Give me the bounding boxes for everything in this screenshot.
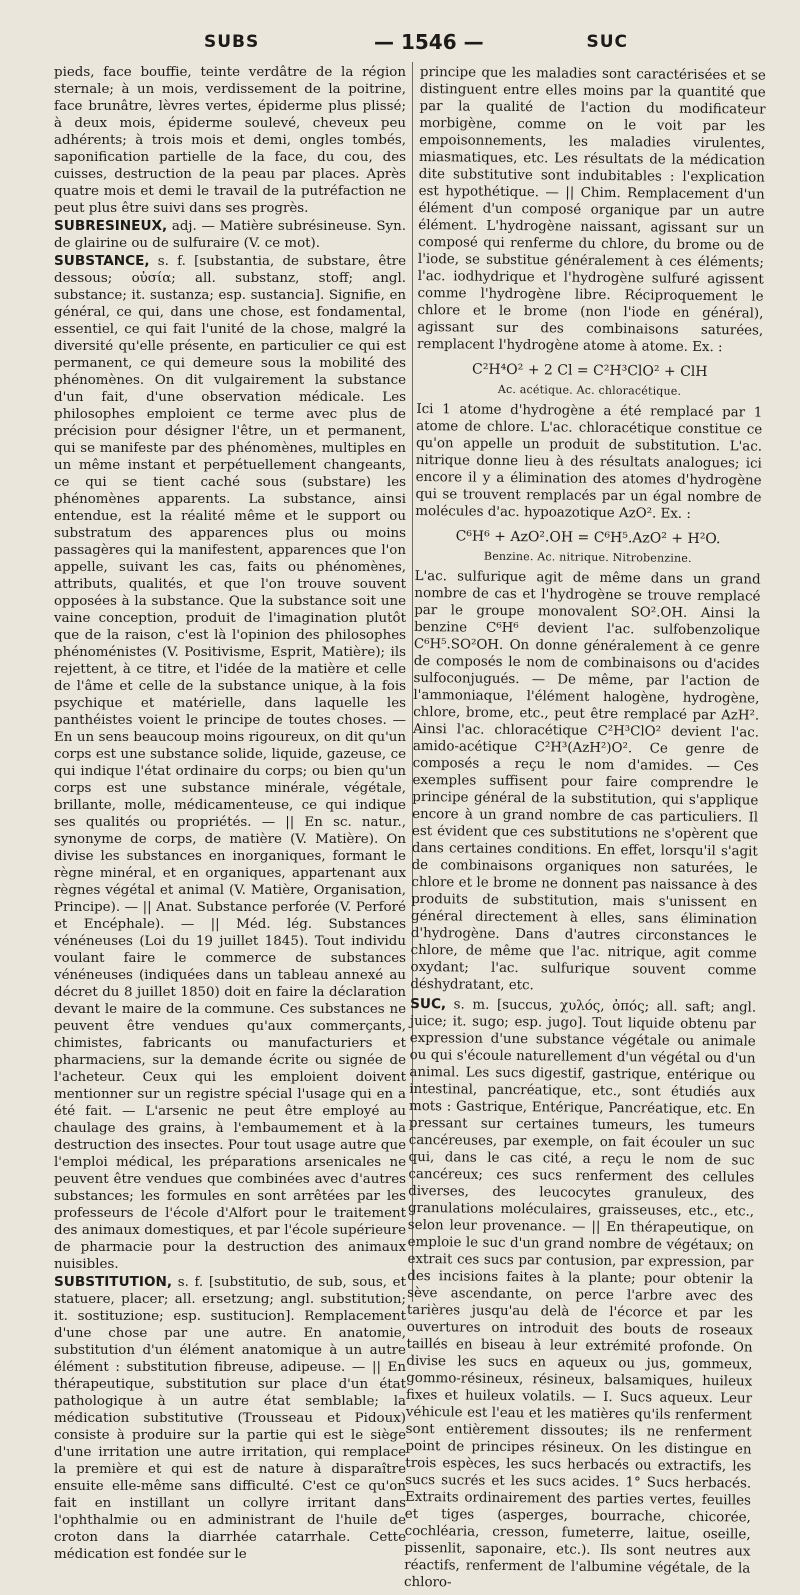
substitution-paragraph-3: L'ac. sulfurique agit de même dans un grand nombre de cas et l'hydrogène se trouve remplacé par le groupe monovalent SO².OH. Ainsi la benzine C⁶H⁶ devient l'ac. sulfobenzolique C⁶H⁵.SO²OH. On donne généralement à ce genre de composés le nom de combinaisons ou d'acides sulfoconjugués. — De même, par l'action de l'ammoniaque, l'élément halogène, hydrogène, chlore, brome, etc., peut être remplacé par AzH². Ainsi l'ac. chloracétique C²H³ClO² devient l'ac. amido-acétique C²H³(AzH²)O². Ce genre de composés a reçu le nom d'amides. — Ces exemples suffisent pour faire comprendre le principe général de la substitution, qui s'applique encore à un grand nombre de cas particuliers. Il est évident que ces substitutions ne s'opèrent que dans certaines conditions. En effet, lorsqu'il s'agit de combinaisons organiques non saturées, le chlore et le brome ne donnent pas naissance à des produits de substitution, mais s'unissent en général directement à elles, sans élimination d'hydrogène. Dans d'autres circonstances le chlore, de même que l'ac. nitrique, agit comme oxydant; l'ac. sulfurique souvent comme déshydratant, etc.: [410, 568, 761, 994]
entry-suc: [404, 996, 756, 1595]
chemical-equation-1: C²H⁴O² + 2 Cl = C²H³ClO² + ClH: [471, 361, 708, 381]
page-header: [54, 30, 770, 58]
header-left-guide-word: SUBS: [204, 32, 260, 52]
page-number: — 1546 —: [374, 30, 484, 54]
equation-1-labels: Ac. acétique. Ac. chloracétique.: [497, 382, 682, 398]
entry-headword: SUBRESINEUX,: [54, 218, 168, 234]
header-right-guide-word: SUC: [586, 32, 628, 52]
entry-substitution: [54, 1274, 406, 1563]
right-column: [404, 64, 766, 1595]
entry-text: adj. — Matière subrésineuse. Syn. de glairine ou de sulfuraire (V. ce mot).: [54, 219, 406, 251]
entry-substance: [54, 253, 406, 1273]
paragraph-text: pieds, face bouffie, teinte verdâtre de la région sternale; à un mois, verdissement de la poitrine, face brunâtre, lèvres vertes, épiderme plus plissé; à deux mois, épiderme soulevé, cheveux peu adhérents; à trois mois et demi, ongles tombés, saponification partielle de la face, du cou, des cuisses, destruction de la peau par places. Après quatre mois et demi le travail de la putréfaction ne peut plus être suivi dans ses progrès.: [54, 65, 406, 216]
entry-headword: SUBSTANCE,: [54, 253, 150, 269]
entry-subresineux: [54, 218, 406, 252]
entry-text: s. f. [substantia, de substare, être dessous; οὐσία; all. substanz, stoff; angl. substance; it. sustanza; esp. sustancia]. Signifie, en général, ce qui, dans une chose, est fondamental, essentiel, ce qui fait l'unité de la chose, malgré la diversité qu'elle présente, en particulier ce qui est permanent, ce qui demeure sous la mobilité des phénomènes. On dit vulgairement la substance d'un fait, d'une observation médicale. Les philosophes emploient ce terme avec plus de précision pour désigner l'être, un et permanent, qui se manifeste par des phénomènes, multiples en un même instant et perpétuellement changeants, ce qui se tient caché sous (substare) les phénomènes apparents. La substance, ainsi entendue, est la réalité même et le support ou substratum des apparences plus ou moins passagères qui la manifestent, apparences que l'on appelle, suivant les cas, faits ou phénomènes, attributs, qualités, et que l'on trouve souvent opposées à la substance. Que la substance soit une vaine conception, produit de l'imagination plutôt que de la raison, c'est là l'opinion des philosophes phénoménistes (V. Positivisme, Esprit, Matière); ils rejettent, à ce titre, et l'idée de la matière et celle de l'âme et celle de la substance unique, à la fois psychique et matérielle, dans laquelle les panthéistes voient le principe de toutes choses. — En un sens beaucoup moins rigoureux, on dit qu'un corps est une substance solide, liquide, gazeuse, ce qui indique l'état ordinaire du corps; ou bien qu'un corps est une substance minérale, végétale, brillante, molle, médicamenteuse, ce qui indique ses qualités ou propriétés. — || En sc. natur., synonyme de corps, de matière (V. Matière). On divise les substances en inorganiques, formant le règne minéral, et en organiques, appartenant aux règnes végétal et animal (V. Matière, Organisation, Principe). — || Anat. Substance perforée (V. Perforé et Encéphale). — || Méd. lég. Substances vénéneuses (Loi du 19 juillet 1845). Tout individu voulant faire le commerce de substances vénéneuses (indiquées dans un tableau annexé au décret du 8 juillet 1850) doit en faire la déclaration devant le maire de la commune. Ces substances ne peuvent être vendues qu'aux commerçants, chimistes, fabricants ou manufacturiers et pharmaciens, sur la demande écrite ou signée de l'acheteur. Ceux qui les emploient doivent mentionner sur un registre spécial l'usage qui en a été fait. — L'arsenic ne peut être employé au chaulage des grains, à l'embaumement et à la destruction des insectes. Pour tout usage autre que l'emploi médical, les préparations arsenicales ne peuvent être vendues que combinées avec d'autres substances; les formules en sont arrêtées par les professeurs de l'école d'Alfort pour le traitement des animaux domestiques, et par l'école supérieure de pharmacie pour la destruction des animaux nuisibles.: [54, 254, 406, 1272]
left-column: [54, 64, 406, 1563]
entry-headword: SUBSTITUTION,: [54, 1274, 173, 1290]
entry-headword: SUC,: [410, 995, 447, 1013]
entry-text: s. m. [succus, χυλός, ὀπός; all. saft; angl. juice; it. sugo; esp. jugo]. Tout liquide obtenu par expression d'une substance végétale ou animale ou qui s'écoule naturellement d'un végétal ou d'un animal. Les sucs digestif, gastrique, entérique ou intestinal, pancréatique, etc., sont étudiés aux mots : Gastrique, Entérique, Pancréatique, etc. En pressant sur certaines tumeurs, les tumeurs cancéreuses, par exemple, on fait écouler un suc qui, dans le cas cité, a reçu le nom de suc cancéreux; ces sucs renferment des cellules diverses, des leucocytes granuleux, des granulations moléculaires, graisseuses, etc., etc., selon leur provenance. — || En thérapeutique, on emploie le suc d'un grand nombre de végétaux; on extrait ces sucs par contusion, par expression, par des incisions faites à la plante; pour obtenir la sève ascendante, on perce l'arbre avec des tarières jusqu'au delà de l'écorce et par les ouvertures on introduit des bouts de roseaux taillés en biseau à leur extrémité profonde. On divise les sucs en aqueux ou jus, gommeux, gommo-résineux, résineux, balsamiques, huileux fixes et huileux volatils. — I. Sucs aqueux. Leur véhicule est l'eau et les matières qu'ils renferment sont entièrement dissoutes; ils ne renferment point de principes résineux. On les distingue en trois espèces, les sucs herbacés ou extractifs, les sucs sucrés et les sucs acides. 1° Sucs herbacés. Extraits ordinairement des parties vertes, feuilles et tiges (asperges, bourrache, chicorée, cochléaria, cresson, fumeterre, laitue, oseille, pissenlit, saponaire, etc.). Ils sont neutres aux réactifs, renferment de l'albumine végétale, de la chloro-: [404, 997, 757, 1591]
entry-text: s. f. [substitutio, de sub, sous, et statuere, placer; all. ersetzung; angl. substitution; it. sostituzione; esp. sustitucion]. Remplacement d'une chose par une autre. En anatomie, substitution d'un élément anatomique à un autre élément : substitution fibreuse, adipeuse. — || En thérapeutique, substitution sur place d'un état pathologique à un autre état semblable; la médication substitutive (Trousseau et Pidoux) consiste à produire sur la partie qui est le siège d'une irritation une autre irritation, qui remplace la première et qui est de nature à disparaître ensuite elle-même sans difficulté. C'est ce qu'on fait en instillant un collyre irritant dans l'ophthalmie ou en administrant de l'huile de croton dans la diarrhée catarrhale. Cette médication est fondée sur le: [54, 1275, 406, 1562]
substitution-continued: principe que les maladies sont caractérisées et se distinguent entre elles moins par la quantité que par la qualité de l'action du modificateur morbigène, comme on le voit par les empoisonnements, les maladies virulentes, miasmatiques, etc. Les résultats de la médication dite substitutive sont indubitables : l'explication est hypothétique. — || Chim. Remplacement d'un élément d'un composé organique par un autre élément. L'hydrogène naissant, agissant sur un composé qui renferme du chlore, du brome ou de l'iode, se substitue généralement à ces éléments; l'ac. iodhydrique et l'hydrogène sulfuré agissent comme l'hydrogène libre. Réciproquement le chlore et le brome (non l'iode en général), agissant sur des combinaisons saturées, remplacent l'hydrogène atome à atome. Ex. :: [416, 64, 766, 356]
continued-paragraph: [54, 64, 406, 217]
chemical-equation-2: C⁶H⁶ + AzO².OH = C⁶H⁵.AzO² + H²O.: [455, 528, 721, 548]
equation-2-labels: Benzine. Ac. nitrique. Nitrobenzine.: [483, 549, 692, 565]
substitution-paragraph-2: Ici 1 atome d'hydrogène a été remplacé par 1 atome de chlore. L'ac. chloracétique constitue ce qu'on appelle un produit de substitution. L'ac. nitrique donne lieu à des résultats analogues; ici encore il y a élimination des atomes d'hydrogène qui se trouvent remplacés par un égal nombre de molécules d'ac. hypoazotique AzO². Ex. :: [415, 401, 763, 522]
